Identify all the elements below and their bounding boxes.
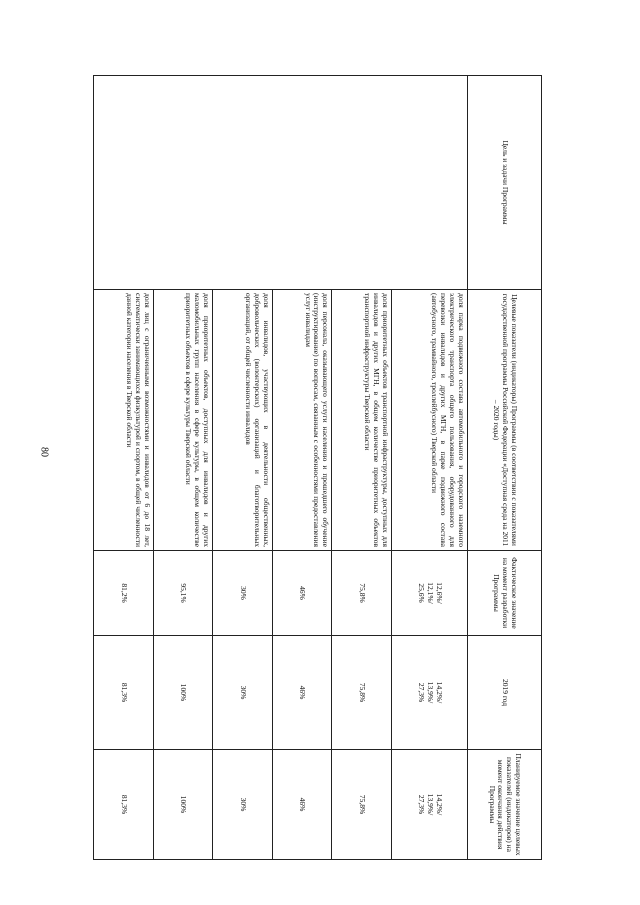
planned-cell: 46% — [272, 750, 332, 860]
actual-cell: 75,8% — [332, 551, 392, 636]
header-2019: 2019 год — [468, 636, 542, 750]
header-planned: Планируемое значение целевых показателей (индикаторов) на момент окончания действия Программы — [468, 750, 542, 860]
actual-cell: 46% — [272, 551, 332, 636]
indicator-cell: доля лиц с ограниченными возможностями и инвалидов от 6 до 18 лет, систематически занимающихся физкультурой и спортом, в общей численности данной категории населения в Тверской области — [94, 290, 154, 551]
indicators-table — [93, 75, 542, 860]
table-header-row — [468, 76, 542, 860]
indicator-cell: доля инвалидов, участвующих в деятельности общественных, добровольческих (волонтерских) организаций и благотворительных организаций, от общей численности инвалидов — [213, 290, 273, 551]
actual-cell: 30% — [213, 551, 273, 636]
page-number: 80 — [38, 447, 50, 457]
actual-cell: 81,2% — [94, 551, 154, 636]
actual-cell: 95,1% — [153, 551, 213, 636]
planned-cell: 81,3% — [94, 750, 154, 860]
year2019-cell: 100% — [153, 636, 213, 750]
indicator-cell: доля приоритетных объектов транспортной инфраструктуры, доступных для инвалидов и других МГН, в общем количестве приоритетных объектов транспортной инфраструктуры Тверской области — [332, 290, 392, 551]
year2019-cell: 46% — [272, 636, 332, 750]
planned-cell: 30% — [213, 750, 273, 860]
header-indicators: Целевые показатели (индикаторы) Программы (в соответствии с показателями государственной программы Российской Федерации «Доступная среда на 2011 – 2020 годы) — [468, 290, 542, 551]
indicator-cell: доля парка подвижного состава автомобильного и городского наземного электрического транспорта общего пользования, оборудованного для перевозки инвалидов и других МГН, в парке подвижного состава (автобусного, трамвайного, троллейбусного) Тверской области — [391, 290, 467, 551]
indicators-table-container — [93, 75, 542, 859]
planned-cell: 75,8% — [332, 750, 392, 860]
year2019-cell: 14,2%/ 13,9%/ 27,3% — [391, 636, 467, 750]
actual-cell: 12,6%/ 12,1%/ 25,6% — [391, 551, 467, 636]
indicators-table-rotated — [93, 75, 542, 859]
year2019-cell: 81,3% — [94, 636, 154, 750]
table-row — [391, 76, 467, 860]
indicator-cell: доля приоритетных объектов, доступных для инвалидов и других маломобильных групп населения в сфере культуры, в общем количестве приоритетных объектов в сфере культуры Тверской области — [153, 290, 213, 551]
planned-cell: 14,2%/ 13,9%/ 27,3% — [391, 750, 467, 860]
year2019-cell: 30% — [213, 636, 273, 750]
header-actual: Фактическое значение на момент разработки Программы — [468, 551, 542, 636]
header-goal: Цель и задачи Программы — [468, 76, 542, 290]
indicator-cell: доля персонала, оказывающего услуги населению и прошедшего обучение (инструктирование) по вопросам, связанным с особенностями предоставления услуг инвалидам — [272, 290, 332, 551]
planned-cell: 100% — [153, 750, 213, 860]
goal-cell — [94, 76, 468, 290]
year2019-cell: 75,8% — [332, 636, 392, 750]
